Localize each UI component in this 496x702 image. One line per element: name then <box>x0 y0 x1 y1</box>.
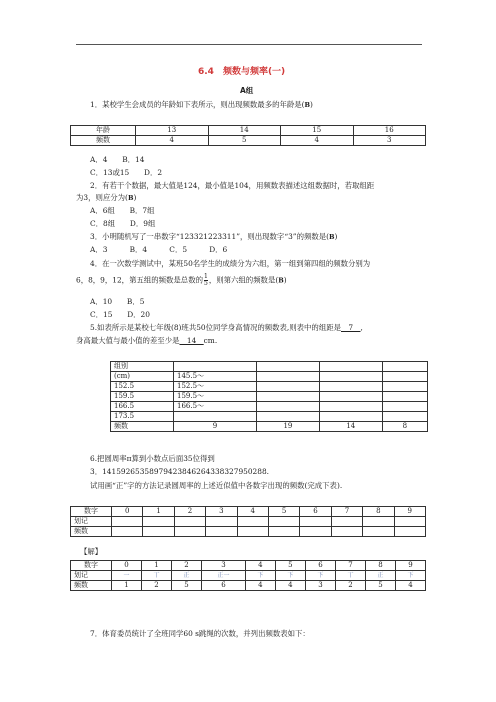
q1-table <box>70 125 426 146</box>
table-cell <box>331 517 362 527</box>
page-title: 6.4 频数与频率(一) <box>198 67 286 77</box>
table-row <box>71 517 426 527</box>
tally-mark: 下 <box>395 571 425 581</box>
table-cell <box>257 412 320 422</box>
table-cell: 159.5 <box>111 392 174 402</box>
tally-mark: 丅 <box>335 571 365 581</box>
q5-text-c: 身高最大值与最小值的差至少是 <box>76 336 180 345</box>
table-cell <box>257 402 320 412</box>
table-cell: 5 <box>172 581 202 591</box>
q2-text: 为3，则应分为( <box>76 193 128 202</box>
header-rule <box>76 44 422 45</box>
q2-options-1: A．6组 B．7组 <box>90 206 155 215</box>
table-cell: 数字 <box>71 507 112 517</box>
table-cell <box>363 527 394 537</box>
table-cell: 5 <box>365 581 395 591</box>
table-cell <box>257 382 320 392</box>
q6-line-1: 6.把圆周率π算到小数点后面35位得到 <box>90 454 215 463</box>
q3-stem <box>90 232 337 242</box>
q5-stem-2 <box>76 336 217 345</box>
q3-close: ) <box>334 232 338 241</box>
table-cell <box>206 517 237 527</box>
table-cell: 5 <box>275 561 305 571</box>
tally-mark: 下 <box>305 571 335 581</box>
table-cell: 频数 <box>71 136 136 146</box>
fraction-denominator: 5 <box>203 280 208 287</box>
table-cell <box>237 517 268 527</box>
table-cell: 4 <box>136 136 209 146</box>
table-row <box>71 571 426 581</box>
table-row <box>71 126 426 136</box>
table-cell <box>319 372 382 382</box>
q7-stem: 7．体育委员统计了全班同学60 s跳绳的次数，并列出频数表如下： <box>90 629 310 638</box>
table-cell: 4 <box>237 507 268 517</box>
table-cell <box>382 372 427 382</box>
table-cell: 8 <box>365 561 395 571</box>
table-cell <box>237 527 268 537</box>
q4-options-2: C．15 D．20 <box>90 310 150 319</box>
table-row <box>71 136 426 146</box>
table-cell <box>268 527 299 537</box>
q4-close: ) <box>283 275 287 285</box>
table-cell: 1 <box>142 561 172 571</box>
table-cell: 152.5～ <box>174 382 257 392</box>
table-cell: 152.5 <box>111 382 174 392</box>
table-cell: 2 <box>174 507 205 517</box>
q5-blank-2: 14 <box>179 336 204 345</box>
q4-options-1: A．10 B．5 <box>90 297 145 306</box>
table-cell <box>174 517 205 527</box>
table-cell: 3 <box>206 507 237 517</box>
table-row <box>111 422 428 432</box>
q4-answer: B <box>278 276 284 285</box>
table-cell: 3 <box>202 561 246 571</box>
table-cell: 159.5～ <box>174 392 257 402</box>
table-cell: 9 <box>174 422 257 432</box>
table-cell: 0 <box>112 561 142 571</box>
table-cell: 1 <box>143 507 174 517</box>
table-cell: 166.5 <box>111 402 174 412</box>
table-row <box>111 412 428 422</box>
q4-stem-1: 4．在一次数学测试中，某班50名学生的成绩分为六组，第一组到第四组的频数分别为 <box>90 259 371 268</box>
q5-text-d: cm. <box>203 336 218 345</box>
table-cell <box>112 517 143 527</box>
tally-mark: 丅 <box>142 571 172 581</box>
q2-close: ) <box>133 193 137 202</box>
table-cell: 2 <box>335 581 365 591</box>
table-cell: 8 <box>363 507 394 517</box>
table-row <box>71 527 426 537</box>
tally-mark: 正一 <box>202 571 246 581</box>
table-cell: 数字 <box>71 561 112 571</box>
q1-close: ) <box>310 100 313 109</box>
table-cell: 年龄 <box>71 126 136 136</box>
table-cell <box>300 527 331 537</box>
tally-mark: 一 <box>112 571 142 581</box>
tally-mark: 下 <box>275 571 305 581</box>
table-cell <box>257 362 320 372</box>
table-cell: 频数 <box>111 422 174 432</box>
q6-line-2: 3．14159265358979423846264338327950288. <box>90 467 270 476</box>
q5-blank-1: 7 <box>341 323 361 332</box>
table-cell: 6 <box>202 581 246 591</box>
table-cell: 16 <box>353 126 426 136</box>
tally-mark: 下 <box>245 571 275 581</box>
table-cell: 4 <box>395 581 425 591</box>
table-cell <box>382 412 427 422</box>
table-cell <box>394 527 425 537</box>
table-cell: 5 <box>208 136 281 146</box>
q1-stem <box>90 100 313 110</box>
table-cell <box>319 382 382 392</box>
table-cell: 3 <box>305 581 335 591</box>
table-cell: 14 <box>319 422 382 432</box>
table-cell: 7 <box>335 561 365 571</box>
table-cell <box>206 527 237 537</box>
q1-answer: B <box>304 101 311 109</box>
table-row <box>111 372 428 382</box>
q5-stem-1 <box>90 323 363 332</box>
q3-text: 3．小明随机写了一串数字“123321223311”，则出现数字“3”的频数是( <box>90 232 330 241</box>
table-cell: 15 <box>281 126 354 136</box>
table-cell <box>268 517 299 527</box>
tally-mark: 正 <box>365 571 395 581</box>
q5-text-a: 5.如表所示是某校七年级(8)班共50位同学身高情况的频数表,则表中的组距是 <box>90 323 341 332</box>
table-cell <box>143 527 174 537</box>
table-cell: 9 <box>395 561 425 571</box>
tally-mark: 正 <box>172 571 202 581</box>
table-cell: 14 <box>208 126 281 136</box>
table-cell: 6 <box>300 507 331 517</box>
table-cell <box>319 392 382 402</box>
table-cell: 0 <box>112 507 143 517</box>
table-cell <box>382 382 427 392</box>
table-cell <box>319 412 382 422</box>
table-cell <box>174 527 205 537</box>
q1-options-2: C．13或15 D．2 <box>90 168 163 177</box>
table-cell <box>112 527 143 537</box>
table-row <box>71 507 426 517</box>
q1-options-1: A．4 B．14 <box>90 155 145 164</box>
table-cell <box>382 402 427 412</box>
q4-fraction <box>204 274 208 287</box>
table-row <box>111 402 428 412</box>
table-cell: 4 <box>281 136 354 146</box>
table-cell: 145.5～ <box>174 372 257 382</box>
fraction-numerator: 1 <box>203 273 208 280</box>
q4-text-b: ，则第六组的频数是( <box>208 275 279 285</box>
q2-stem-2 <box>76 193 136 203</box>
table-cell: 19 <box>257 422 320 432</box>
table-cell: 1 <box>112 581 142 591</box>
table-cell <box>143 517 174 527</box>
table-cell <box>257 372 320 382</box>
table-cell <box>257 392 320 402</box>
table-cell <box>319 402 382 412</box>
q6-table <box>70 506 426 537</box>
table-cell <box>300 517 331 527</box>
table-cell: 6 <box>305 561 335 571</box>
table-row <box>71 561 426 571</box>
table-row <box>111 392 428 402</box>
table-cell: 组别 <box>111 362 174 372</box>
table-row <box>111 362 428 372</box>
table-cell: 频数 <box>71 527 112 537</box>
table-cell: 9 <box>394 507 425 517</box>
table-cell <box>174 412 257 422</box>
table-cell <box>363 517 394 527</box>
q3-options: A．3 B．4 C．5 D．6 <box>90 245 228 254</box>
table-cell: (cm) <box>111 372 174 382</box>
group-label: A组 <box>240 86 254 95</box>
table-cell: 4 <box>275 581 305 591</box>
q1-text: 1．某校学生会成员的年龄如下表所示，则出现频数最多的年龄是( <box>90 100 305 109</box>
table-cell: 8 <box>382 422 427 432</box>
table-cell <box>174 362 257 372</box>
table-cell: 4 <box>245 581 275 591</box>
table-cell <box>331 527 362 537</box>
table-cell: 166.5～ <box>174 402 257 412</box>
table-row <box>71 581 426 591</box>
q2-stem-1: 2．有若干个数据，最大值是124，最小值是104，用频数表描述这组数据时，若取组距 <box>90 181 375 190</box>
table-row <box>111 382 428 392</box>
table-cell <box>394 517 425 527</box>
table-cell: 划记 <box>71 571 112 581</box>
table-cell: 173.5 <box>111 412 174 422</box>
table-cell <box>319 362 382 372</box>
q2-options-2: C．8组 D．9组 <box>90 219 156 228</box>
table-cell <box>382 392 427 402</box>
table-cell: 划记 <box>71 517 112 527</box>
table-cell: 2 <box>172 561 202 571</box>
solution-table <box>70 560 426 591</box>
q5-table <box>110 361 428 432</box>
q2-answer: B <box>127 194 134 202</box>
table-cell: 2 <box>142 581 172 591</box>
solution-label: 【解】 <box>80 547 103 556</box>
table-cell: 频数 <box>71 581 112 591</box>
table-cell: 4 <box>245 561 275 571</box>
q4-stem-2 <box>76 274 287 287</box>
table-cell <box>382 362 427 372</box>
table-cell: 5 <box>268 507 299 517</box>
q3-answer: B <box>329 233 335 241</box>
q4-text-a: 6，8，9，12，第五组的频数是总数的 <box>76 275 203 285</box>
table-cell: 13 <box>136 126 209 136</box>
table-cell: 7 <box>331 507 362 517</box>
q6-line-3: 试用画“正”字的方法记录圆周率的上述近似值中各数字出现的频数(完成下表). <box>90 481 343 490</box>
table-cell: 3 <box>353 136 426 146</box>
q5-text-b: , <box>360 323 363 332</box>
